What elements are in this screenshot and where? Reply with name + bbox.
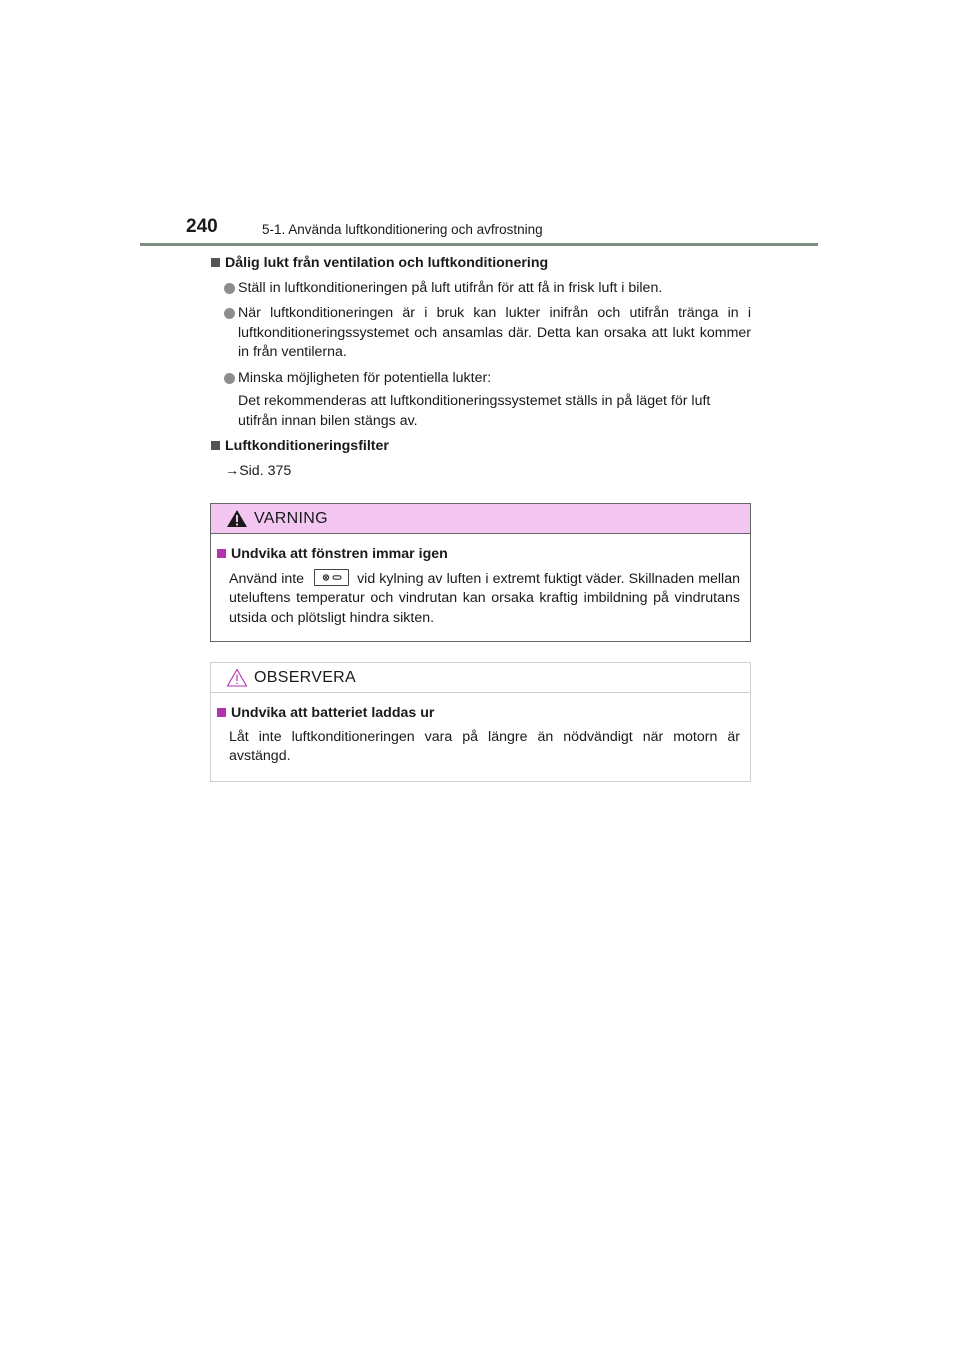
notice-label: OBSERVERA xyxy=(254,669,356,686)
square-bullet-icon xyxy=(217,549,226,558)
page-header xyxy=(186,216,826,246)
list-item: Ställ in luftkonditioneringen på luft utifrån för att få in frisk luft i bilen. xyxy=(211,279,751,299)
warning-label: VARNING xyxy=(254,510,328,527)
notice-text: Låt inte luftkonditioneringen vara på längre än nödvändigt när motorn är avstängd. xyxy=(229,728,740,764)
section-heading-filter: Luftkonditioneringsfilter xyxy=(211,437,751,457)
section-heading-odor: Dålig lukt från ventilation och luftkonditionering xyxy=(211,254,751,274)
square-bullet-icon xyxy=(217,708,226,717)
list-item: När luftkonditioneringen är i bruk kan lukter inifrån och utifrån tränga in i luftkonditioneringssystemet och ansamlas där. Detta kan orsaka att lukt kommer in från ventilerna. xyxy=(211,304,751,363)
caution-triangle-icon xyxy=(226,668,248,687)
warning-triangle-icon xyxy=(226,509,248,528)
chapter-title: 5-1. Använda luftkonditionering och avfrostning xyxy=(262,222,543,237)
main-content xyxy=(211,254,751,485)
header-divider xyxy=(140,243,818,246)
notice-heading: Undvika att batteriet laddas ur xyxy=(217,704,740,724)
page-number: 240 xyxy=(186,216,218,237)
list-item: Minska möjligheten för potentiella lukter: xyxy=(211,369,751,389)
recommendation-text: Det rekommenderas att luftkonditioneringssystemet ställs in på läget för luft utifrån innan bilen stängs av. xyxy=(238,393,711,429)
warning-heading: Undvika att fönstren immar igen xyxy=(217,545,740,565)
ac-button-icon xyxy=(314,569,349,586)
square-bullet-icon xyxy=(211,258,220,267)
round-bullet-icon xyxy=(224,373,235,384)
warning-header xyxy=(211,504,750,534)
warning-text: Använd inte vid kylning av luften i extremt fuktigt väder. Skillnaden mellan uteluftens temperatur och vindrutan kan orsaka kraftig imbildning på vindrutans utsida och plötsligt hindra sikten. xyxy=(229,570,740,626)
round-bullet-icon xyxy=(224,283,235,294)
square-bullet-icon xyxy=(211,441,220,450)
round-bullet-icon xyxy=(224,308,235,319)
page-reference-link[interactable]: →Sid. 375 xyxy=(225,462,292,479)
notice-header xyxy=(211,663,750,693)
warning-box xyxy=(210,503,751,642)
notice-box xyxy=(210,662,751,782)
